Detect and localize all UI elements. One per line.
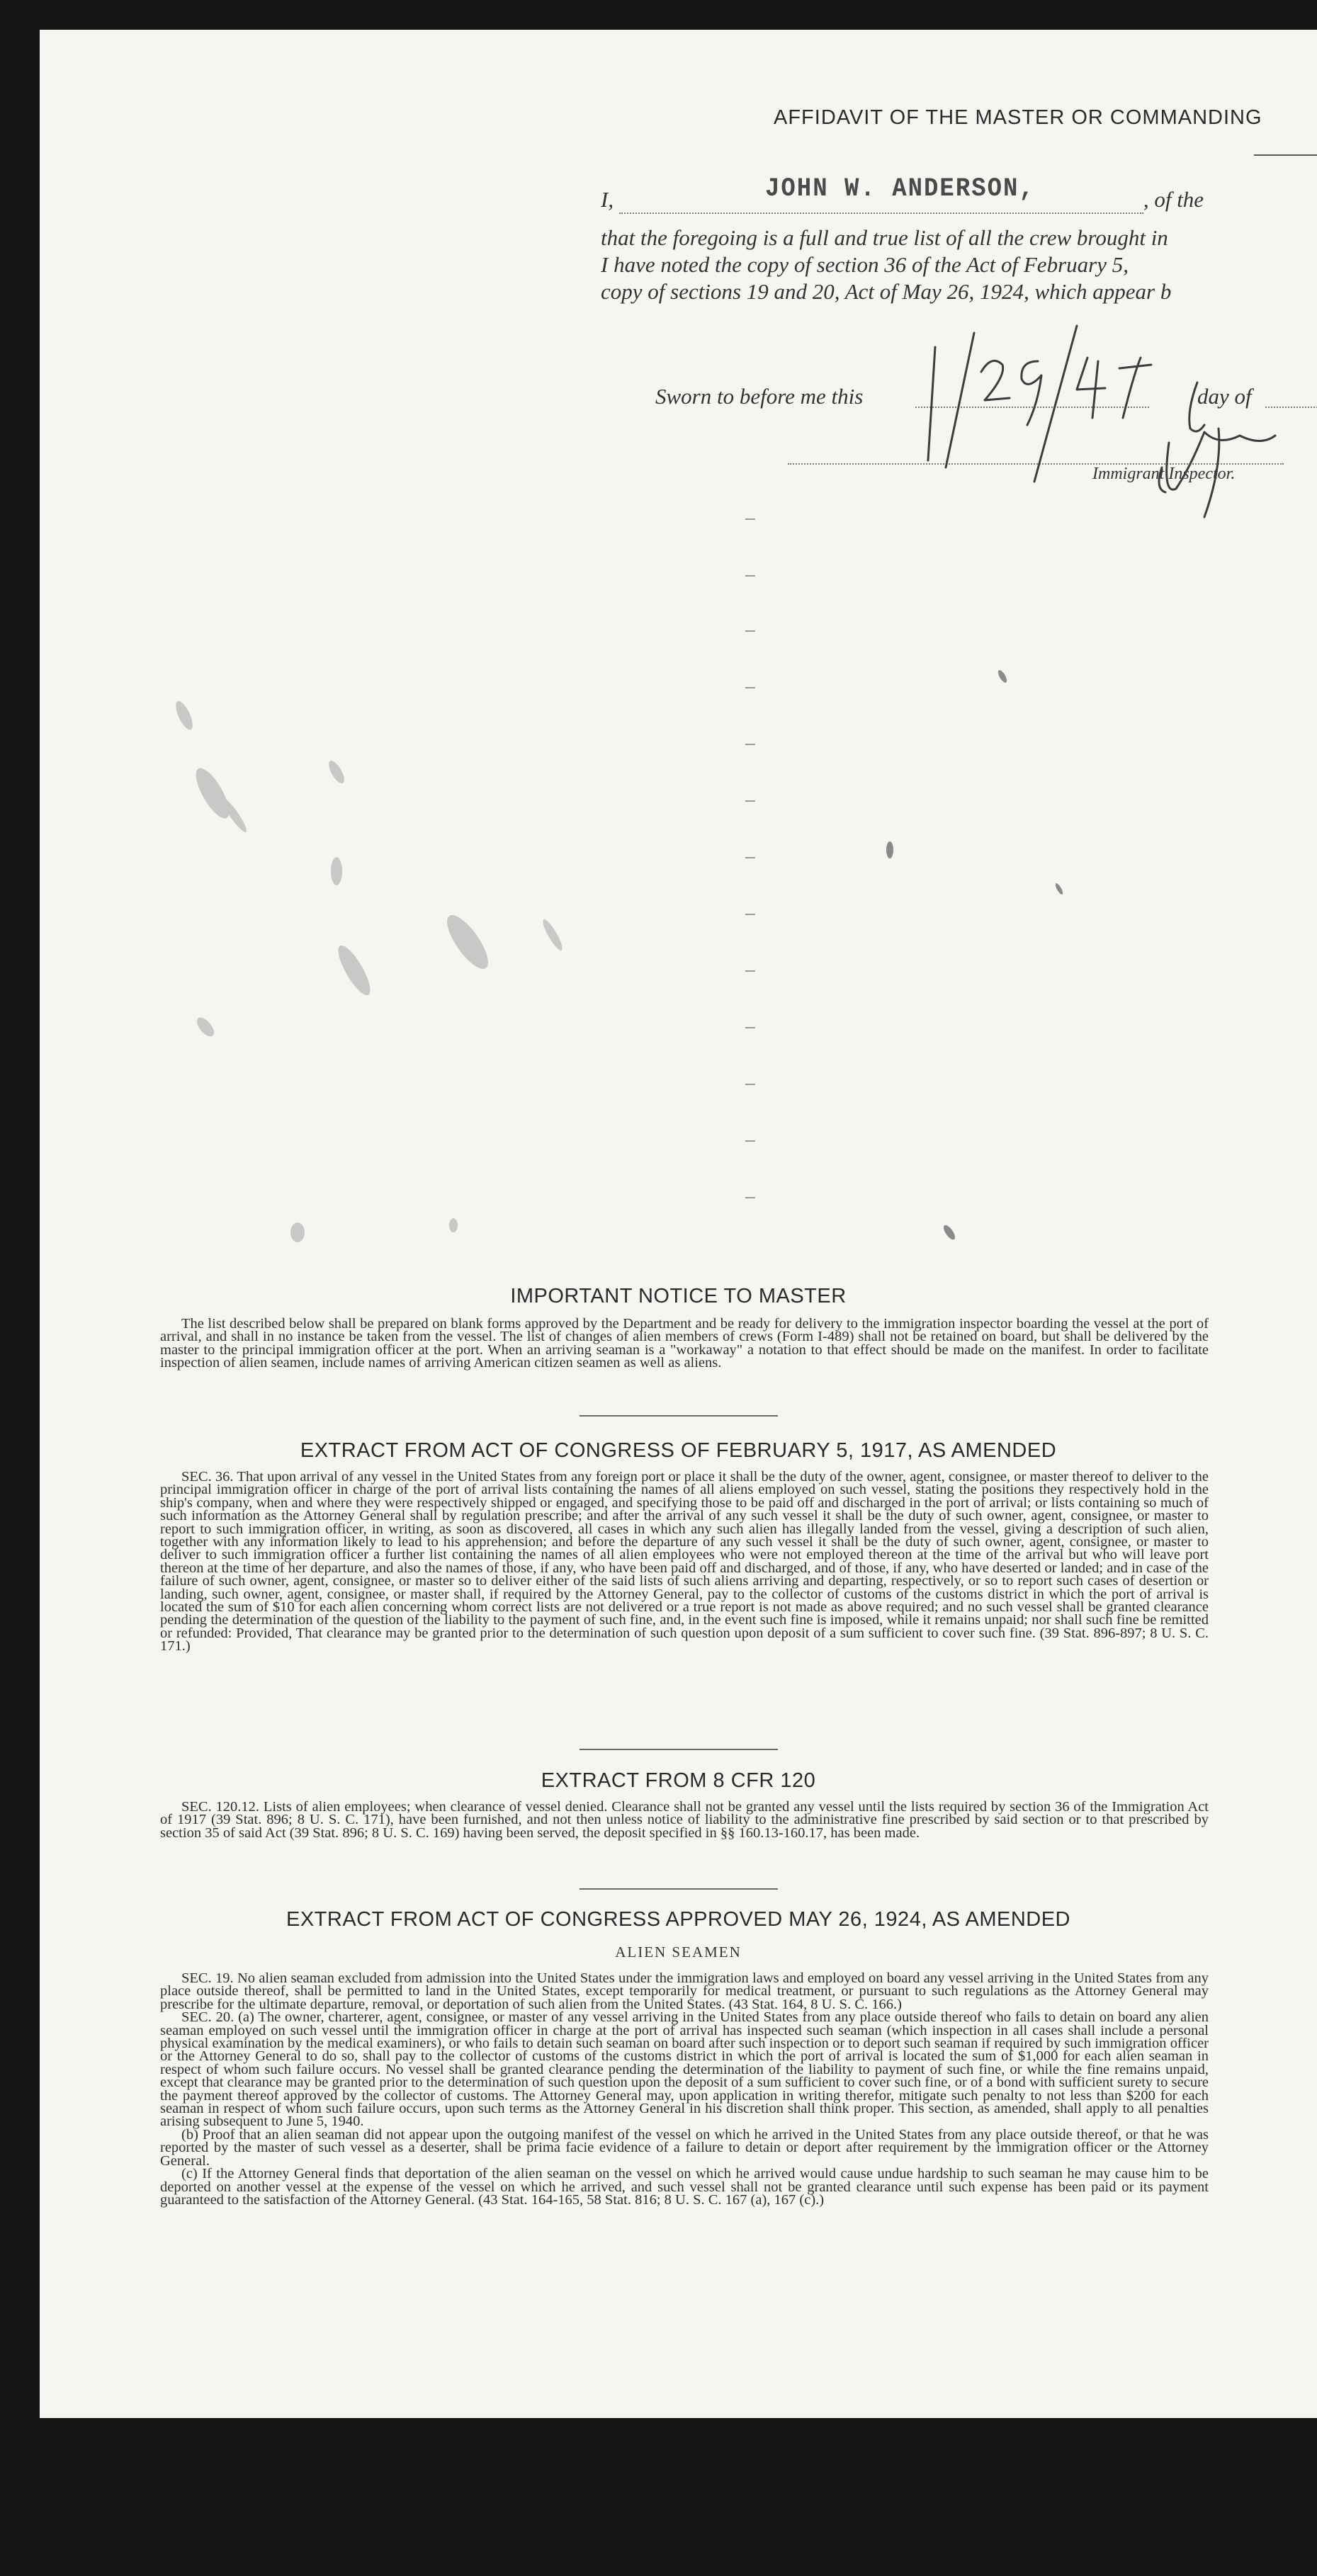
margin-dash xyxy=(745,687,755,688)
line1-suffix: , of the xyxy=(1143,187,1204,212)
affidavit-line-2: that the foregoing is a full and true list of all the crew brought in xyxy=(601,225,1168,250)
section-20a-paragraph: SEC. 20. (a) The owner, charterer, agent, consignee, or master of any vessel arriving in the United States from any place outside thereof who fails to detain on board any alien seaman employed on such vessel until the immigration officer in charge at the port of arrival has inspected such seaman (which inspection in all cases shall include a personal physical examination by the medical examiners), or who fails to detain such seaman on board after such inspection or to deport such seaman if required by such immigration officer or the Attorney General to do so, shall pay to the collector of customs of the customs district in which the port of arrival is located the sum of $1,000 for each alien seaman in respect of whom such failure occurs. No vessel shall be granted clearance pending the determination of the liability to payment of such fine, or while the fine remains unpaid, except that clearance may be granted prior to the determination of such question upon the deposit of a sum sufficient to cover such fine, or of a bond with sufficient surety to secure the payment thereof approved by the collector of customs. The Attorney General may, upon application in writing therefor, mitigate such penalty to not less than $200 for each seaman in respect of whom such failure occurs, upon such terms as the Attorney General in his discretion shall think proper. This section, as amended, shall apply to all penalties arising subsequent to June 5, 1940. xyxy=(160,2009,1209,2130)
day-of-text: day of xyxy=(1197,384,1252,409)
section-20c-paragraph: (c) If the Attorney General finds that deportation of the alien seaman on the vessel on which he arrived would cause undue hardship to such seaman he may cause him to be deported on another vessel at the expense of the vessel on which he arrived, and such vessel shall not be granted clearance until such expense has been paid or its payment guaranteed to the satisfaction of the Attorney General. (43 Stat. 164-165, 58 Stat. 816; 8 U. S. C. 167 (a), 167 (c).) xyxy=(160,2166,1209,2208)
cfr-heading: EXTRACT FROM 8 CFR 120 xyxy=(541,1769,816,1792)
act-1917-text xyxy=(160,1470,1209,1653)
affidavit-line-4: copy of sections 19 and 20, Act of May 26, 1924, which appear b xyxy=(601,279,1172,304)
inspector-label: Immigrant Inspector. xyxy=(1092,465,1236,483)
margin-dash xyxy=(745,744,755,745)
cfr-text xyxy=(160,1800,1209,1839)
margin-dash xyxy=(745,1197,755,1198)
margin-dash xyxy=(745,914,755,915)
section-divider xyxy=(580,1749,778,1750)
line1-prefix: I, xyxy=(601,187,614,212)
act-1924-heading: EXTRACT FROM ACT OF CONGRESS APPROVED MAY 26, 1924, AS AMENDED xyxy=(286,1908,1070,1931)
margin-dash xyxy=(745,1140,755,1142)
notice-text xyxy=(160,1317,1209,1370)
margin-dash xyxy=(745,518,755,520)
alien-seamen-subheading: ALIEN SEAMEN xyxy=(615,1944,742,1961)
margin-dash xyxy=(745,857,755,858)
handwritten-date-signature xyxy=(907,305,1304,545)
margin-dash xyxy=(745,970,755,972)
affidavit-title: AFFIDAVIT OF THE MASTER OR COMMANDING xyxy=(774,106,1262,129)
margin-dash xyxy=(745,800,755,802)
margin-dash xyxy=(745,1084,755,1085)
section-120-12-paragraph: SEC. 120.12. Lists of alien employees; when clearance of vessel denied. Clearance shall not be granted any vessel until the lists required by section 36 of the Immigration Act of 1917 (39 Stat. 896; 8 U. S. C. 171), have been furnished, and not then unless notice of liability to the administrative fine prescribed by said section or to that prescribed by section 35 of said Act (39 Stat. 896; 8 U. S. C. 169) having been served, the deposit specified in §§ 160.13-160.17, has been made. xyxy=(160,1799,1209,1841)
section-divider xyxy=(580,1888,778,1890)
margin-dash xyxy=(745,1027,755,1028)
master-name-stamp: JOHN W. ANDERSON, xyxy=(765,174,1035,204)
notice-paragraph: The list described below shall be prepared on blank forms approved by the Department and be ready for delivery to the immigration inspector boarding the vessel at the port of arrival, and shall in no instance be taken from the vessel. The list of changes of alien members of crews (Form I-489) shall not be retained on board, but shall be delivered by the master to the principal immigration officer at the port. When an arriving seaman is a "workaway" a notation to that effect should be made on the manifest. In order to facilitate inspection of alien seamen, include names of arriving American citizen seamen as well as aliens. xyxy=(160,1316,1209,1371)
sworn-text: Sworn to before me this xyxy=(655,384,864,409)
ink-bleed-smudges xyxy=(156,680,595,1261)
title-rule xyxy=(1254,154,1317,156)
ink-specks xyxy=(878,652,1105,1261)
act-1917-heading: EXTRACT FROM ACT OF CONGRESS OF FEBRUARY 5, 1917, AS AMENDED xyxy=(300,1439,1057,1462)
section-19-paragraph: SEC. 19. No alien seaman excluded from admission into the United States under the immigration laws and employed on board any vessel arriving in the United States from any place outside thereof, shall be permitted to land in the United States, except temporarily for medical treatment, or pursuant to such regulations as the Attorney General may prescribe for the ultimate departure, removal, or deportation of such alien from the United States. (43 Stat. 164, 8 U. S. C. 166.) xyxy=(160,1970,1209,2012)
margin-dash xyxy=(745,630,755,632)
affidavit-line-3: I have noted the copy of section 36 of the Act of February 5, xyxy=(601,252,1129,277)
margin-dash xyxy=(745,575,755,577)
section-divider xyxy=(580,1415,778,1417)
notice-heading: IMPORTANT NOTICE TO MASTER xyxy=(510,1285,847,1307)
section-36-paragraph: SEC. 36. That upon arrival of any vessel in the United States from any foreign port or place it shall be the duty of the owner, agent, consignee, or master thereof to deliver to the principal immigration officer in charge of the port of arrival lists containing the names of all aliens employed on such vessel, stating the positions they respectively hold in the ship's company, when and where they were respectively shipped or engaged, and specifying those to be paid off and discharged in the port of arrival; or lists containing so much of such information as the Attorney General shall by regulation prescribe; and after the arrival of any such vessel it shall be the duty of such owner, agent, consignee, or master to report to such immigration officer, in writing, as soon as discovered, all cases in which any such alien has illegally landed from the vessel, giving a description of such alien, together with any information likely to lead to his apprehension; and before the departure of any such vessel it shall be the duty of such owner, agent, consignee, or master to deliver to such immigration officer a further list containing the names of all alien employees who were not employed thereon at the time of the arrival but who will leave port thereon at the time of her departure, and also the names of those, if any, who have been paid off and discharged, and of those, if any, who have deserted or landed; and in case of the failure of such owner, agent, consignee, or master so to deliver either of the said lists of such aliens arriving and departing, respectively, or so to report such cases of desertion or landing, such owner, agent, consignee, or master shall, if required by the Attorney General, pay to the collector of customs of the customs district in which the port of arrival is located the sum of $10 for each alien concerning whom correct lists are not delivered or a true report is not made as above required; and no such vessel shall be granted clearance pending the determination of the question of the liability to the payment of such fine, and, in the event such fine is imposed, while it remains unpaid; nor shall such fine be remitted or refunded: Provided, That clearance may be granted prior to the determination of such question upon deposit of a sum sufficient to cover such fine. (39 Stat. 896-897; 8 U. S. C. 171.) xyxy=(160,1469,1209,1655)
act-1924-text xyxy=(160,1972,1209,2206)
section-20b-paragraph: (b) Proof that an alien seaman did not appear upon the outgoing manifest of the vessel on which he arrived in the United States from any place outside thereof, or that he was reported by the master of such vessel as a deserter, shall be prima facie evidence of a failure to detain or deport after requirement by the immigration officer or the Attorney General. xyxy=(160,2126,1209,2169)
